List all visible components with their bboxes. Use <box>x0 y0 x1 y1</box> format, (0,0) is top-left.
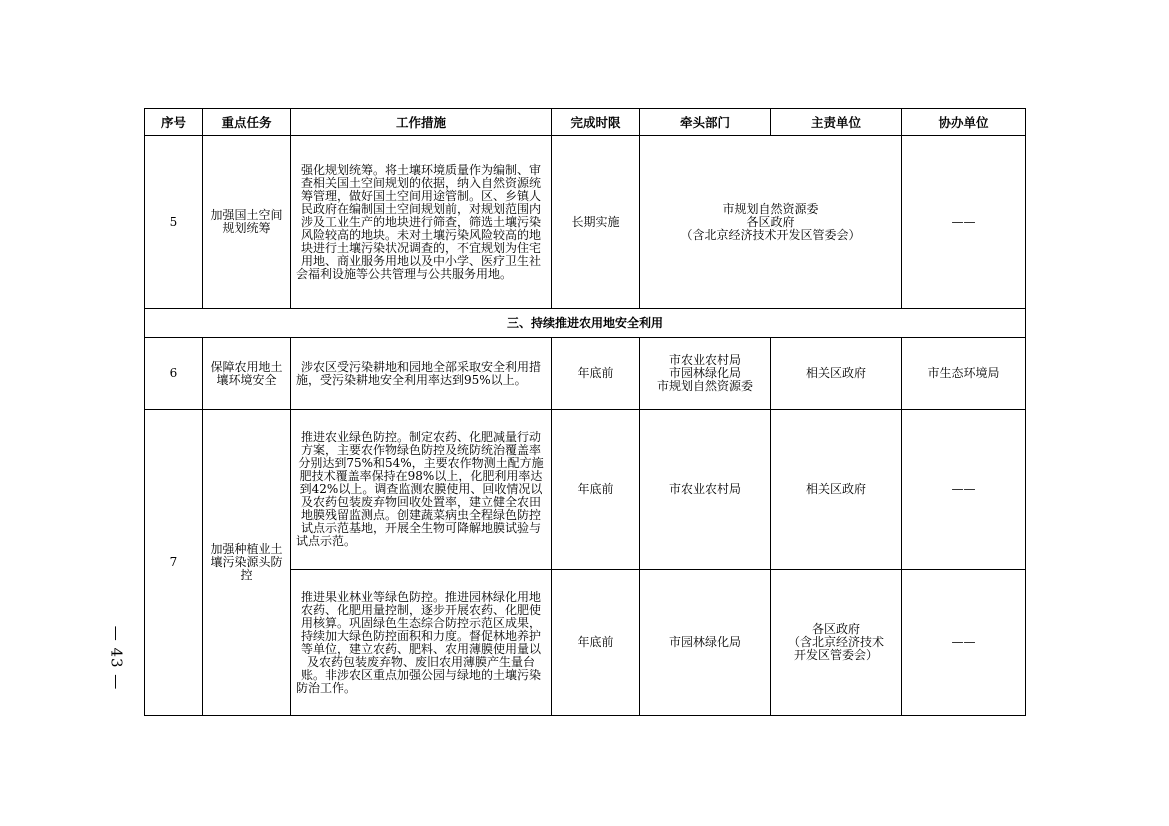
row-responsible: 相关区政府 <box>771 338 902 410</box>
header-task: 重点任务 <box>203 109 291 136</box>
lead-line: 市园林绿化局 <box>668 366 741 380</box>
header-assist: 协办单位 <box>902 109 1026 136</box>
responsible-line: （含北京经济技术 <box>787 635 884 649</box>
responsible-line: 开发区管委会） <box>793 648 878 662</box>
row-assist: —— <box>902 570 1026 716</box>
page-number: — 43 — <box>107 625 125 691</box>
table-row <box>145 410 1026 570</box>
header-row <box>145 109 1026 136</box>
row-measure: 强化规划统筹。将土壤环境质量作为编制、审查相关国土空间规划的依据，纳入自然资源统筹管理，做好国土空间用途管制。区、乡镇人民政府在编制国土空间规划前，对规划范围内涉及工业生产的地块进行筛查，筛选土壤污染风险较高的地块。未对土壤污染风险较高的地块进行土壤污染状况调查的，不宜规划为住宅用地、商业服务用地以及中小学、医疗卫生社会福利设施等公共管理与公共服务用地。 <box>291 136 552 309</box>
task-table <box>144 108 1026 716</box>
row-assist: —— <box>902 136 1026 309</box>
lead-line: 市规划自然资源委 <box>722 201 819 216</box>
lead-line: （含北京经济技术开发区管委会） <box>680 227 861 242</box>
row-responsible <box>771 570 902 716</box>
row-deadline: 年底前 <box>552 570 640 716</box>
row-task: 加强国土空间规划统筹 <box>203 136 291 309</box>
row-no: 7 <box>145 410 203 716</box>
row-lead <box>640 338 771 410</box>
row-responsible: 相关区政府 <box>771 410 902 570</box>
lead-line: 市农业农村局 <box>668 353 741 367</box>
section-heading: 三、持续推进农用地安全利用 <box>145 309 1026 338</box>
row-measure: 涉农区受污染耕地和园地全部采取安全利用措施，受污染耕地安全利用率达到95%以上。 <box>291 338 552 410</box>
lead-line: 市规划自然资源委 <box>656 379 753 393</box>
table-row <box>145 136 1026 309</box>
row-assist: —— <box>902 410 1026 570</box>
row-task: 加强种植业土壤污染源头防控 <box>203 410 291 716</box>
section-row <box>145 309 1026 338</box>
header-responsible: 主责单位 <box>771 109 902 136</box>
responsible-line: 各区政府 <box>811 622 860 636</box>
row-measure: 推进农业绿色防控。制定农药、化肥减量行动方案，主要农作物绿色防控及统防统治覆盖率分别达到75%和54%，主要农作物测土配方施肥技术覆盖率保持在98%以上，化肥利用率达到42%以上。调查监测农膜使用、回收情况以及农药包装废弃物回收处置率，建立健全农田地膜残留监测点。创建蔬菜病虫全程绿色防控试点示范基地，开展全生物可降解地膜试验与试点示范。 <box>291 410 552 570</box>
table-row <box>145 338 1026 410</box>
row-deadline: 年底前 <box>552 410 640 570</box>
header-lead: 牵头部门 <box>640 109 771 136</box>
lead-line: 各区政府 <box>746 214 795 229</box>
row-lead: 市园林绿化局 <box>640 570 771 716</box>
row-assist: 市生态环境局 <box>902 338 1026 410</box>
row-lead <box>640 136 902 309</box>
row-no: 5 <box>145 136 203 309</box>
header-no: 序号 <box>145 109 203 136</box>
header-measure: 工作措施 <box>291 109 552 136</box>
row-deadline: 长期实施 <box>552 136 640 309</box>
row-deadline: 年底前 <box>552 338 640 410</box>
row-task: 保障农用地土壤环境安全 <box>203 338 291 410</box>
row-measure: 推进果业林业等绿色防控。推进园林绿化用地农药、化肥用量控制，逐步开展农药、化肥使用核算。巩固绿色生态综合防控示范区成果，持续加大绿色防控面积和力度。督促林地养护等单位，建立农药、肥料、农用薄膜使用量以及农药包装废弃物、废旧农用薄膜产生量台账。非涉农区重点加强公园与绿地的土壤污染防治工作。 <box>291 570 552 716</box>
header-deadline: 完成时限 <box>552 109 640 136</box>
row-no: 6 <box>145 338 203 410</box>
row-lead: 市农业农村局 <box>640 410 771 570</box>
